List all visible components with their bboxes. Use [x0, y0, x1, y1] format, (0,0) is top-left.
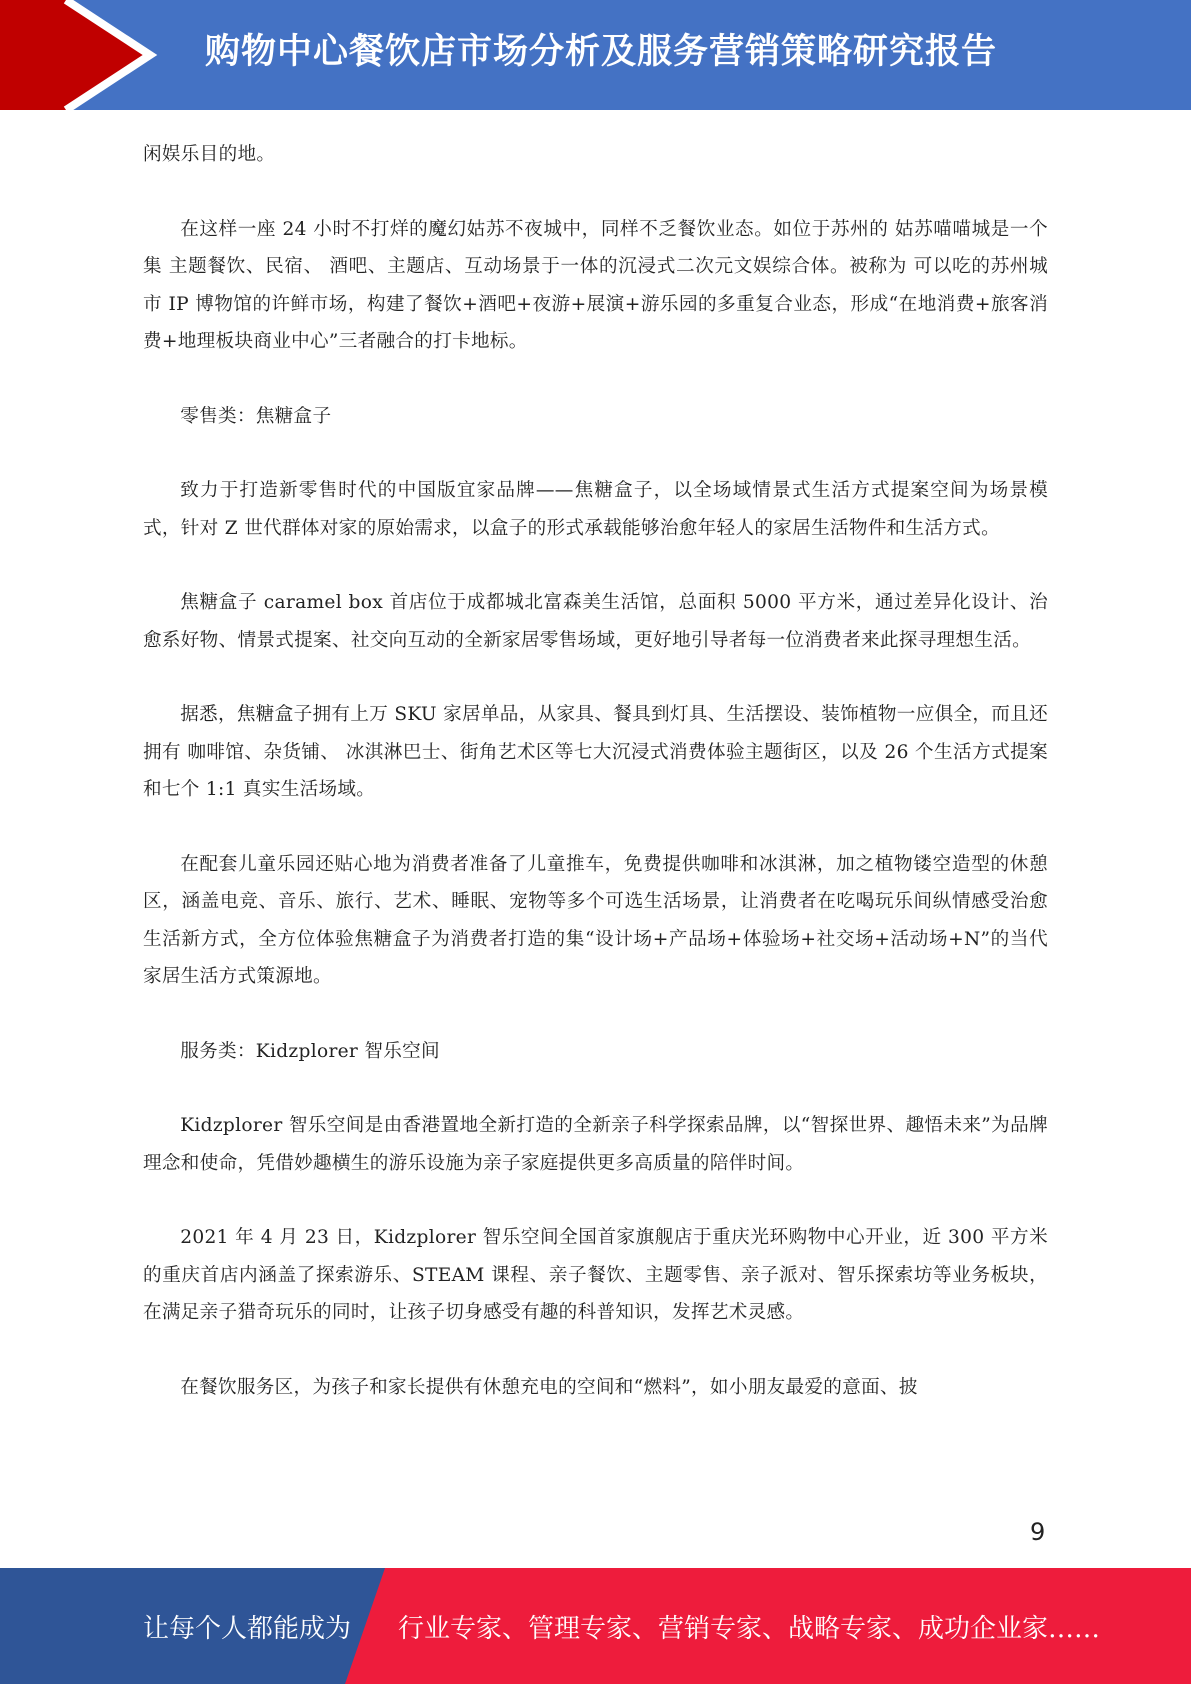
section-heading-service: 服务类：Kidzplorer 智乐空间	[180, 1040, 440, 1062]
report-title: 购物中心餐饮店市场分析及服务营销策略研究报告	[205, 32, 998, 72]
body-text	[143, 136, 1048, 1443]
paragraph: 据悉，焦糖盒子拥有上万 SKU 家居单品，从家具、餐具到灯具、生活摆设、装饰植物一应俱全，而且还拥有 咖啡馆、杂货铺、 冰淇淋巴士、街角艺术区等七大沉浸式消费体验主题街区，以及 26 个生活方式提案和七个 1:1 真实生活场域。	[143, 704, 1048, 800]
paragraph: 致力于打造新零售时代的中国版宜家品牌——焦糖盒子，以全场域情景式生活方式提案空间为场景模式，针对 Z 世代群体对家的原始需求，以盒子的形式承载能够治愈年轻人的家居生活物件和生活方式。	[143, 480, 1048, 539]
footer-slogan-right: 行业专家、管理专家、营销专家、战略专家、成功企业家……	[398, 1614, 1101, 1644]
section-heading-retail: 零售类：焦糖盒子	[180, 405, 332, 427]
paragraph: 闲娱乐目的地。	[143, 144, 276, 165]
paragraph: Kidzplorer 智乐空间是由香港置地全新打造的全新亲子科学探索品牌，以“智探世界、趣悟未来”为品牌理念和使命，凭借妙趣横生的游乐设施为亲子家庭提供更多高质量的陪伴时间。	[143, 1115, 1048, 1174]
paragraph: 在配套儿童乐园还贴心地为消费者准备了儿童推车，免费提供咖啡和冰淇淋，加之植物镂空造型的休憩区，涵盖电竞、音乐、旅行、艺术、睡眠、宠物等多个可选生活场景，让消费者在吃喝玩乐间纵情感受治愈生活新方式，全方位体验焦糖盒子为消费者打造的集“设计场+产品场+体验场+社交场+活动场+N”的当代家居生活方式策源地。	[143, 853, 1048, 987]
page-header	[0, 0, 1191, 110]
footer-slogan-left: 让每个人都能成为	[143, 1614, 352, 1644]
paragraph: 焦糖盒子 caramel box 首店位于成都城北富森美生活馆，总面积 5000 平方米，通过差异化设计、治愈系好物、情景式提案、社交向互动的全新家居零售场域，更好地引导者每一位消费者来此探寻理想生活。	[143, 592, 1048, 651]
paragraph: 2021 年 4 月 23 日，Kidzplorer 智乐空间全国首家旗舰店于重庆光环购物中心开业，近 300 平方米的重庆首店内涵盖了探索游乐、STEAM 课程、亲子餐饮、主题零售、亲子派对、智乐探索坊等业务板块，在满足亲子猎奇玩乐的同时，让孩子切身感受有趣的科普知识，发挥艺术灵感。	[143, 1227, 1048, 1323]
paragraph: 在这样一座 24 小时不打烊的魔幻姑苏不夜城中，同样不乏餐饮业态。如位于苏州的 姑苏喵喵城是一个集 主题餐饮、民宿、 酒吧、主题店、互动场景于一体的沉浸式二次元文娱综合体。被称为 可以吃的苏州城市 IP 博物馆的许鲜市场，构建了餐饮+酒吧+夜游+展演+游乐园的多重复合业态，形成“在地消费+旅客消费+地理板块商业中心”三者融合的打卡地标。	[143, 218, 1048, 352]
page-footer	[0, 1568, 1191, 1684]
paragraph: 在餐饮服务区，为孩子和家长提供有休憩充电的空间和“燃料”，如小朋友最爱的意面、披	[180, 1376, 918, 1398]
page-number: 9	[1030, 1518, 1046, 1546]
